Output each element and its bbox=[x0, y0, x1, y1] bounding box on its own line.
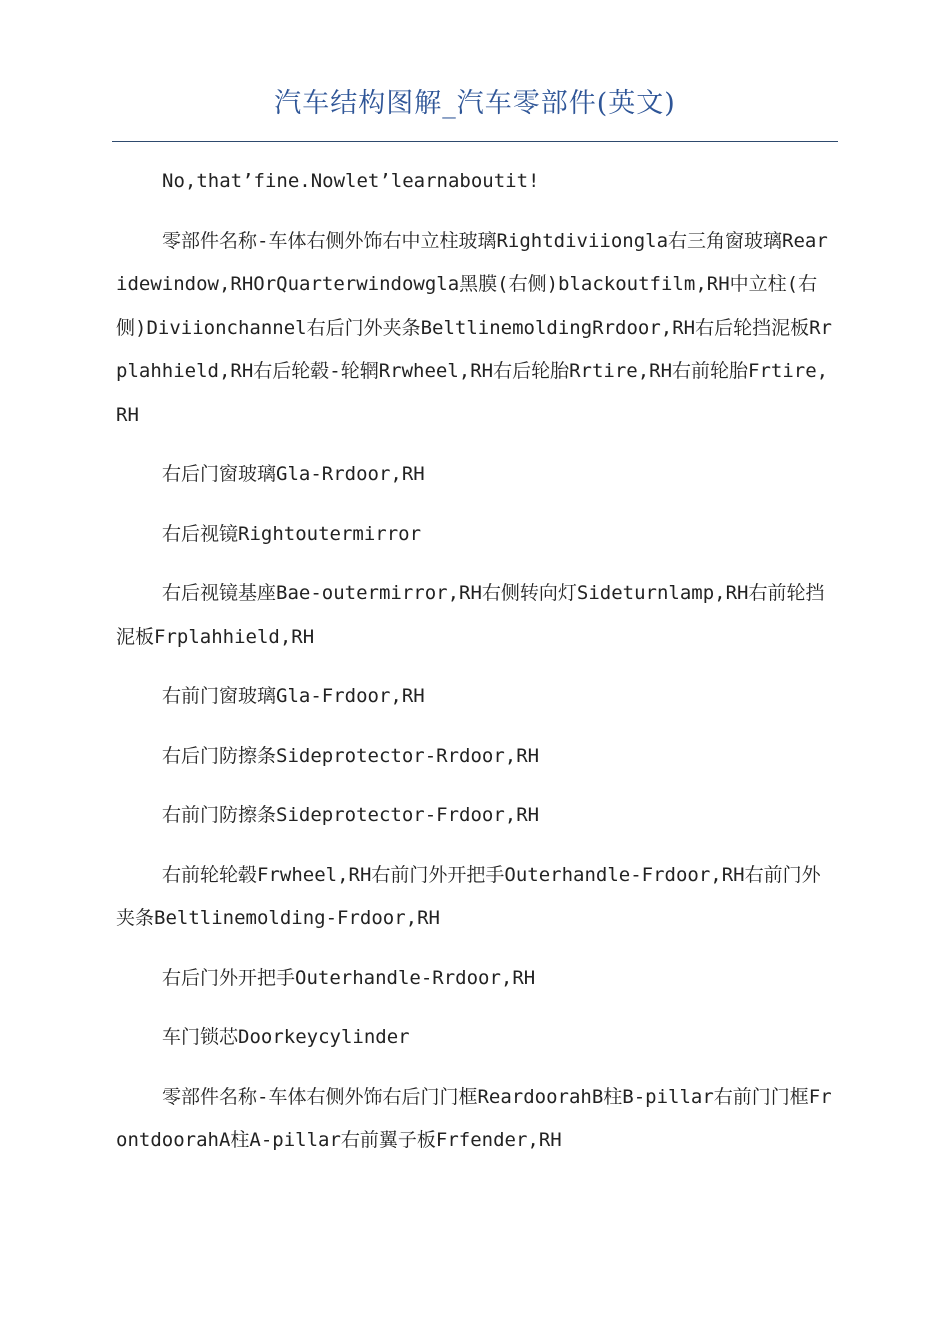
paragraph: 右前轮轮毂Frwheel,RH右前门外开把手Outerhandle-Frdoor,RH右前门外夹条Beltlinemolding-Frdoor,RH bbox=[116, 863, 821, 929]
paragraph: 右前门防擦条Sideprotector-Frdoor,RH bbox=[162, 804, 540, 826]
document-body bbox=[116, 160, 834, 1179]
paragraph: 右后视镜基座Bae-outermirror,RH右侧转向灯Sideturnlamp,RH右前轮挡泥板Frplahhield,RH bbox=[116, 582, 825, 648]
page-title: 汽车结构图解_汽车零部件(英文) bbox=[274, 88, 676, 119]
paragraph: 零部件名称-车体右侧外饰右中立柱玻璃Rightdiviiongla右三角窗玻璃Rearidewindow,RHOrQuarterwindowgla黑膜(右侧)blackoutfilm,RH中立柱(右侧)Diviionchannel右后门外夹条BeltlinemoldingRrdoor,RH右后轮挡泥板Rrplahhield,RH右后轮毂-轮辋Rrwheel,RH右后轮胎Rrtire,RH右前轮胎Frtire,RH bbox=[116, 229, 832, 426]
paragraph: 右后门外开把手Outerhandle-Rrdoor,RH bbox=[162, 966, 536, 989]
paragraph: 右前门窗玻璃Gla-Frdoor,RH bbox=[162, 685, 425, 707]
paragraph: 车门锁芯Doorkeycylinder bbox=[162, 1026, 410, 1048]
paragraph: 右后门窗玻璃Gla-Rrdoor,RH bbox=[162, 463, 425, 485]
title-divider bbox=[112, 141, 838, 142]
paragraph: 右后门防擦条Sideprotector-Rrdoor,RH bbox=[162, 744, 540, 767]
paragraph: No,that’fine.Nowlet’learnaboutit! bbox=[162, 170, 540, 192]
paragraph: 零部件名称-车体右侧外饰右后门门框ReardoorahB柱B-pillar右前门门框FrontdoorahA柱A-pillar右前翼子板Frfender,RH bbox=[116, 1085, 832, 1151]
paragraph: 右后视镜Rightoutermirror bbox=[162, 522, 422, 545]
